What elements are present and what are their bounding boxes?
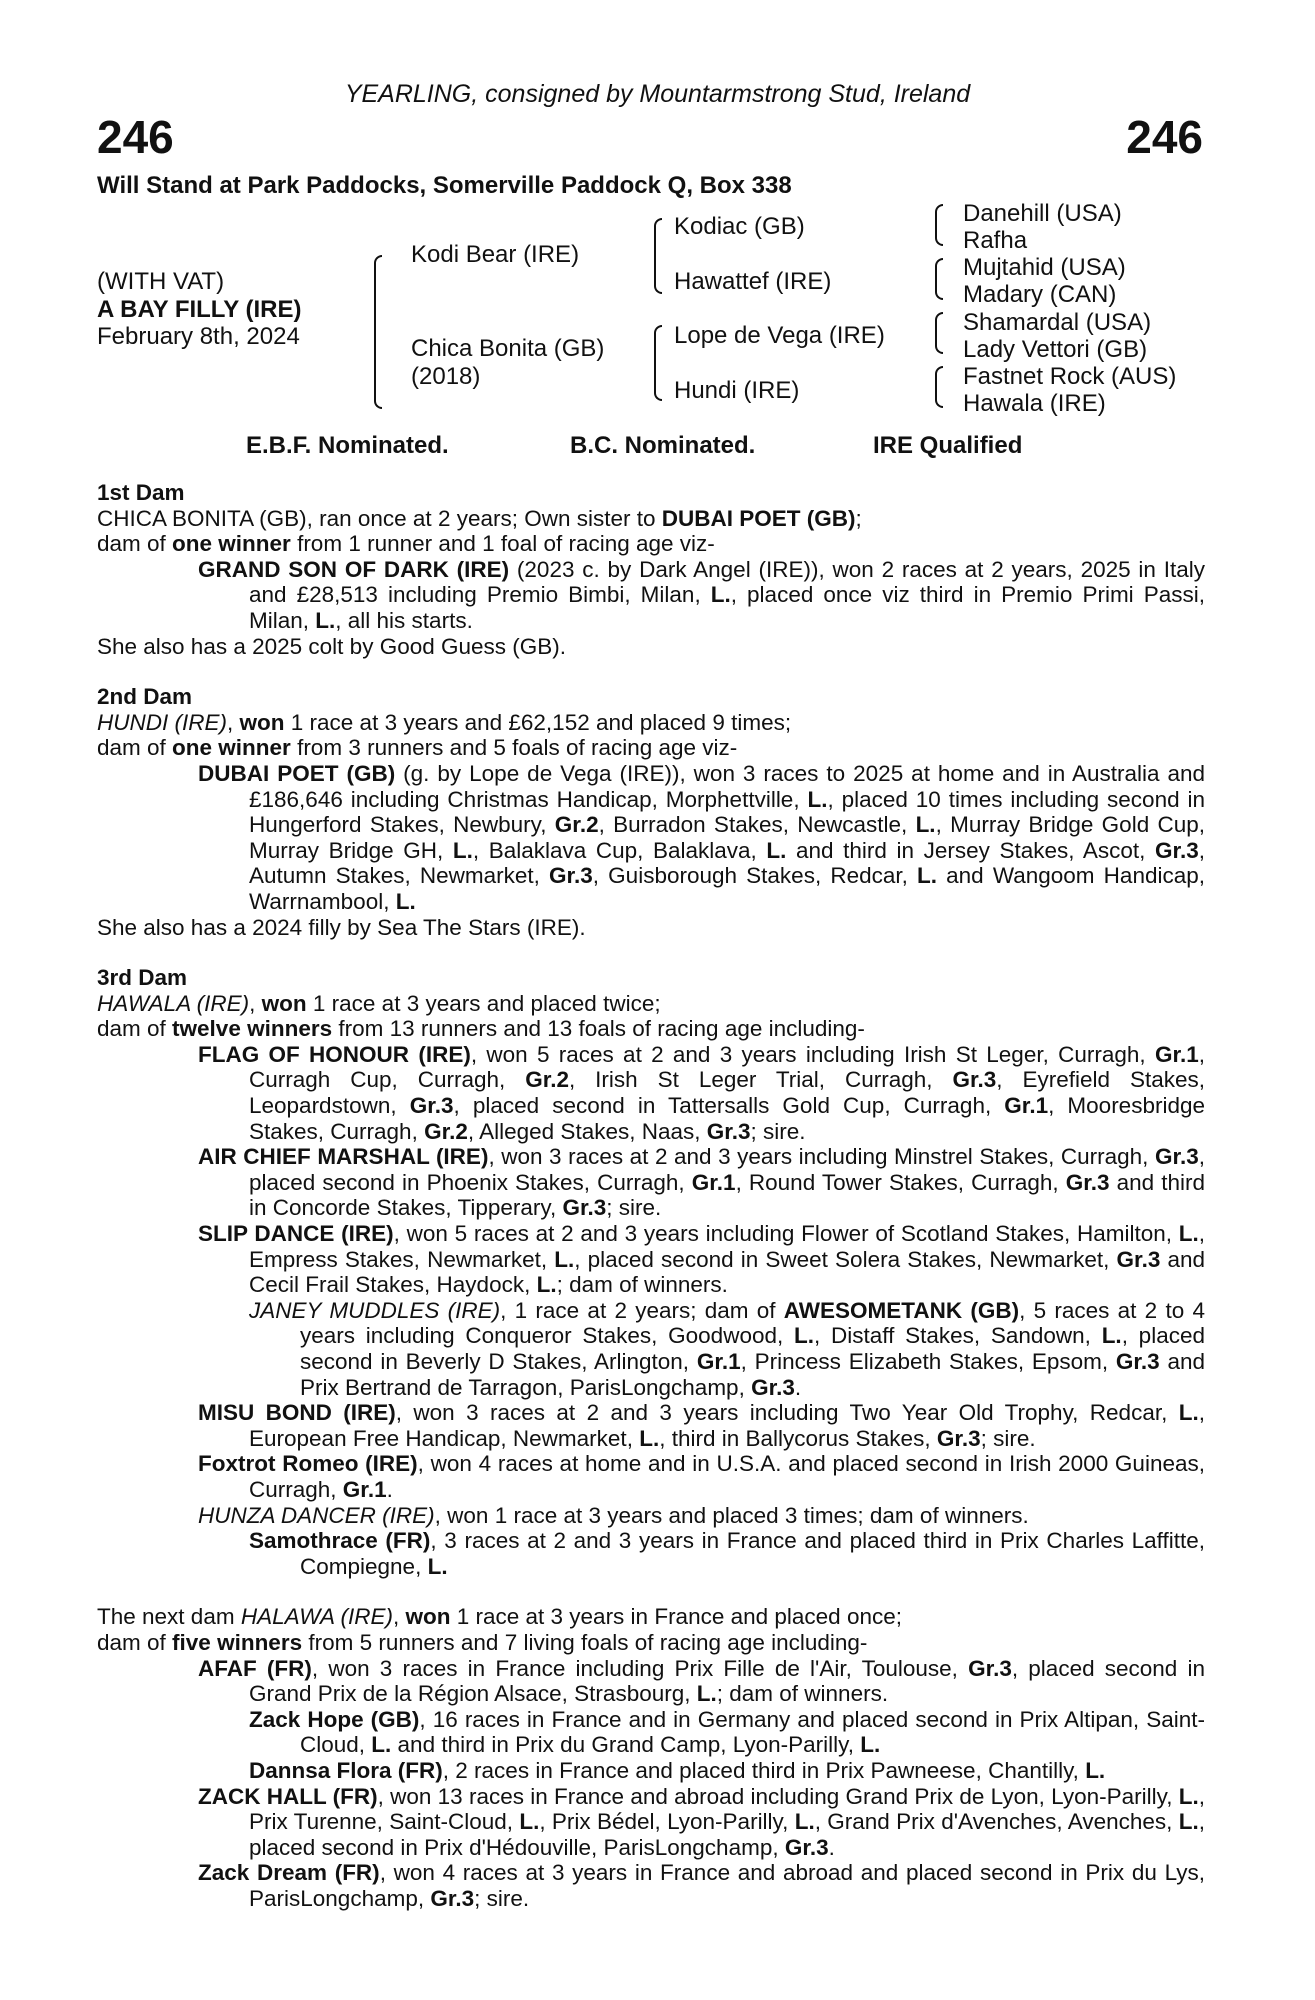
produce-air-chief-marshal: AIR CHIEF MARSHAL (IRE), won 3 races at 2 and 3 years including Minstrel Stakes, Curragh, Gr.3, placed second in Phoenix Stakes, Curragh, Gr.1, Round Tower Stakes, Curragh, Gr.3 and third in Concorde Stakes, Tipperary, Gr.3; sire. xyxy=(198,1144,1206,1221)
sd-sire: Mujtahid (USA) xyxy=(963,254,1126,281)
produce-zack-dream: Zack Dream (FR), won 4 races at 3 years in France and abroad and placed second in Prix du Lys, ParisLongchamp, Gr.3; sire. xyxy=(198,1860,1205,1911)
lot-number-right: 246 xyxy=(1126,111,1203,163)
catalogue-text xyxy=(97,480,1205,1911)
produce-zack-hall: ZACK HALL (FR), won 13 races in France and abroad including Grand Prix de Lyon, Lyon-Parilly, L., Prix Turenne, Saint-Cloud, L., Prix Bédel, Lyon-Parilly, L., Grand Prix d'Avenches, Avenches, L., placed second in Prix d'Hédouville, ParisLongchamp, Gr.3. xyxy=(198,1783,1205,1860)
produce-dannsa-flora: Dannsa Flora (FR), 2 races in France and placed third in Prix Pawneese, Chantilly, L. xyxy=(249,1757,1106,1783)
pedigree-bracket-sd xyxy=(935,258,943,300)
first-dam-line1: CHICA BONITA (GB), ran once at 2 years; Own sister to DUBAI POET (GB); xyxy=(97,505,862,531)
foaling-date: February 8th, 2024 xyxy=(97,323,300,350)
third-dam-heading: 3rd Dam xyxy=(97,965,188,991)
third-dam-line1: HAWALA (IRE), won 1 race at 3 years and placed twice; xyxy=(97,990,661,1016)
produce-foxtrot-romeo: Foxtrot Romeo (IRE), won 4 races at home and in U.S.A. and placed second in Irish 2000 Guineas, Curragh, Gr.1. xyxy=(198,1451,1205,1502)
next-dam-line2: dam of five winners from 5 runners and 7 living foals of racing age including- xyxy=(97,1629,868,1655)
produce-janey-muddles: JANEY MUDDLES (IRE), 1 race at 2 years; dam of AWESOMETANK (GB), 5 races at 2 to 4 years including Conqueror Stakes, Goodwood, L., Distaff Stakes, Sandown, L., placed second in Beverly D Stakes, Arlington, Gr.1, Princess Elizabeth Stakes, Epsom, Gr.3 and Prix Bertrand de Tarragon, ParisLongchamp, Gr.3. xyxy=(249,1297,1206,1400)
bc-nomination: B.C. Nominated. xyxy=(570,432,756,459)
first-dam-also: She also has a 2025 colt by Good Guess (GB). xyxy=(97,633,567,659)
produce-hunza-dancer: HUNZA DANCER (IRE), won 1 race at 3 years and placed 3 times; dam of winners. xyxy=(198,1502,1029,1528)
third-dam-line2: dam of twelve winners from 13 runners and 13 foals of racing age including- xyxy=(97,1016,865,1042)
sire-sire: Kodiac (GB) xyxy=(674,213,805,240)
pedigree-bracket-main xyxy=(374,255,382,409)
produce-slip-dance: SLIP DANCE (IRE), won 5 races at 2 and 3 years including Flower of Scotland Stakes, Hamilton, L., Empress Stakes, Newmarket, L., placed second in Sweet Solera Stakes, Newmarket, Gr.3 and Cecil Frail Stakes, Haydock, L.; dam of winners. xyxy=(198,1221,1205,1298)
next-dam-line1: The next dam HALAWA (IRE), won 1 race at 3 years in France and placed once; xyxy=(97,1604,902,1630)
produce-misu-bond: MISU BOND (IRE), won 3 races at 2 and 3 years including Two Year Old Trophy, Redcar, L., European Free Handicap, Newmarket, L., third in Ballycorus Stakes, Gr.3; sire. xyxy=(198,1400,1205,1451)
first-dam-heading: 1st Dam xyxy=(97,480,185,505)
produce-grand-son-of-dark: GRAND SON OF DARK (IRE) (2023 c. by Dark Angel (IRE)), won 2 races at 2 years, 2025 in Italy and £28,513 including Premio Bimbi, Milan, L., placed once viz third in Premio Primi Passi, Milan, L., all his starts. xyxy=(198,556,1205,633)
dam-sire: Lope de Vega (IRE) xyxy=(674,322,885,349)
second-dam-line1: HUNDI (IRE), won 1 race at 3 years and £62,152 and placed 9 times; xyxy=(97,709,792,735)
ss-sire: Danehill (USA) xyxy=(963,200,1122,227)
pedigree-bracket-dd xyxy=(935,366,943,408)
dam-name: Chica Bonita (GB) xyxy=(411,335,605,362)
vat-note: (WITH VAT) xyxy=(97,268,225,295)
dd-sire: Fastnet Rock (AUS) xyxy=(963,363,1177,390)
ds-dam: Lady Vettori (GB) xyxy=(963,336,1148,363)
sire-name: Kodi Bear (IRE) xyxy=(411,241,580,268)
horse-name: A BAY FILLY (IRE) xyxy=(97,296,302,323)
ds-sire: Shamardal (USA) xyxy=(963,309,1152,336)
ss-dam: Rafha xyxy=(963,227,1028,254)
produce-dubai-poet: DUBAI POET (GB) (g. by Lope de Vega (IRE)), won 3 races to 2025 at home and in Australia and £186,646 including Christmas Handicap, Morphettville, L., placed 10 times including second in Hungerford Stakes, Newbury, Gr.2, Burradon Stakes, Newcastle, L., Murray Bridge Gold Cup, Murray Bridge GH, L., Balaklava Cup, Balaklava, L. and third in Jersey Stakes, Ascot, Gr.3, Autumn Stakes, Newmarket, Gr.3, Guisborough Stakes, Redcar, L. and Wangoom Handicap, Warrnambool, L. xyxy=(198,760,1206,914)
produce-flag-of-honour: FLAG OF HONOUR (IRE), won 5 races at 2 and 3 years including Irish St Leger, Curragh, Gr.1, Curragh Cup, Curragh, Gr.2, Irish St Leger Trial, Curragh, Gr.3, Eyrefield Stakes, Leopardstown, Gr.3, placed second in Tattersalls Gold Cup, Curragh, Gr.1, Mooresbridge Stakes, Curragh, Gr.2, Alleged Stakes, Naas, Gr.3; sire. xyxy=(198,1041,1205,1144)
produce-zack-hope: Zack Hope (GB), 16 races in France and in Germany and placed second in Prix Altipan, Saint-Cloud, L. and third in Prix du Grand Camp, Lyon-Parilly, L. xyxy=(249,1706,1205,1758)
first-dam-line2: dam of one winner from 1 runner and 1 foal of racing age viz- xyxy=(97,531,715,557)
pedigree-bracket-ss xyxy=(935,204,943,246)
lot-number-left: 246 xyxy=(97,111,174,163)
second-dam-also: She also has a 2024 filly by Sea The Stars (IRE). xyxy=(97,914,586,940)
produce-samothrace: Samothrace (FR), 3 races at 2 and 3 years in France and placed third in Prix Charles Laffitte, Compiegne, L. xyxy=(249,1528,1205,1579)
sire-dam: Hawattef (IRE) xyxy=(674,268,832,295)
produce-afaf: AFAF (FR), won 3 races in France including Prix Fille de l'Air, Toulouse, Gr.3, placed second in Grand Prix de la Région Alsace, Strasbourg, L.; dam of winners. xyxy=(198,1655,1206,1707)
pedigree-bracket-dam xyxy=(654,325,662,401)
second-dam-heading: 2nd Dam xyxy=(97,684,193,710)
pedigree-bracket-sire xyxy=(654,218,662,294)
second-dam-line2: dam of one winner from 3 runners and 5 foals of racing age viz- xyxy=(97,735,738,761)
ebf-nomination: E.B.F. Nominated. xyxy=(246,432,449,459)
dd-dam: Hawala (IRE) xyxy=(963,390,1106,417)
consignment-header: YEARLING, consigned by Mountarmstrong Stud, Ireland xyxy=(344,80,971,108)
stand-location: Will Stand at Park Paddocks, Somerville Paddock Q, Box 338 xyxy=(97,172,792,199)
ire-qualified: IRE Qualified xyxy=(873,432,1023,459)
pedigree-bracket-ds xyxy=(935,312,943,354)
dam-year: (2018) xyxy=(411,363,481,390)
sd-dam: Madary (CAN) xyxy=(963,281,1117,308)
dam-dam: Hundi (IRE) xyxy=(674,377,800,404)
